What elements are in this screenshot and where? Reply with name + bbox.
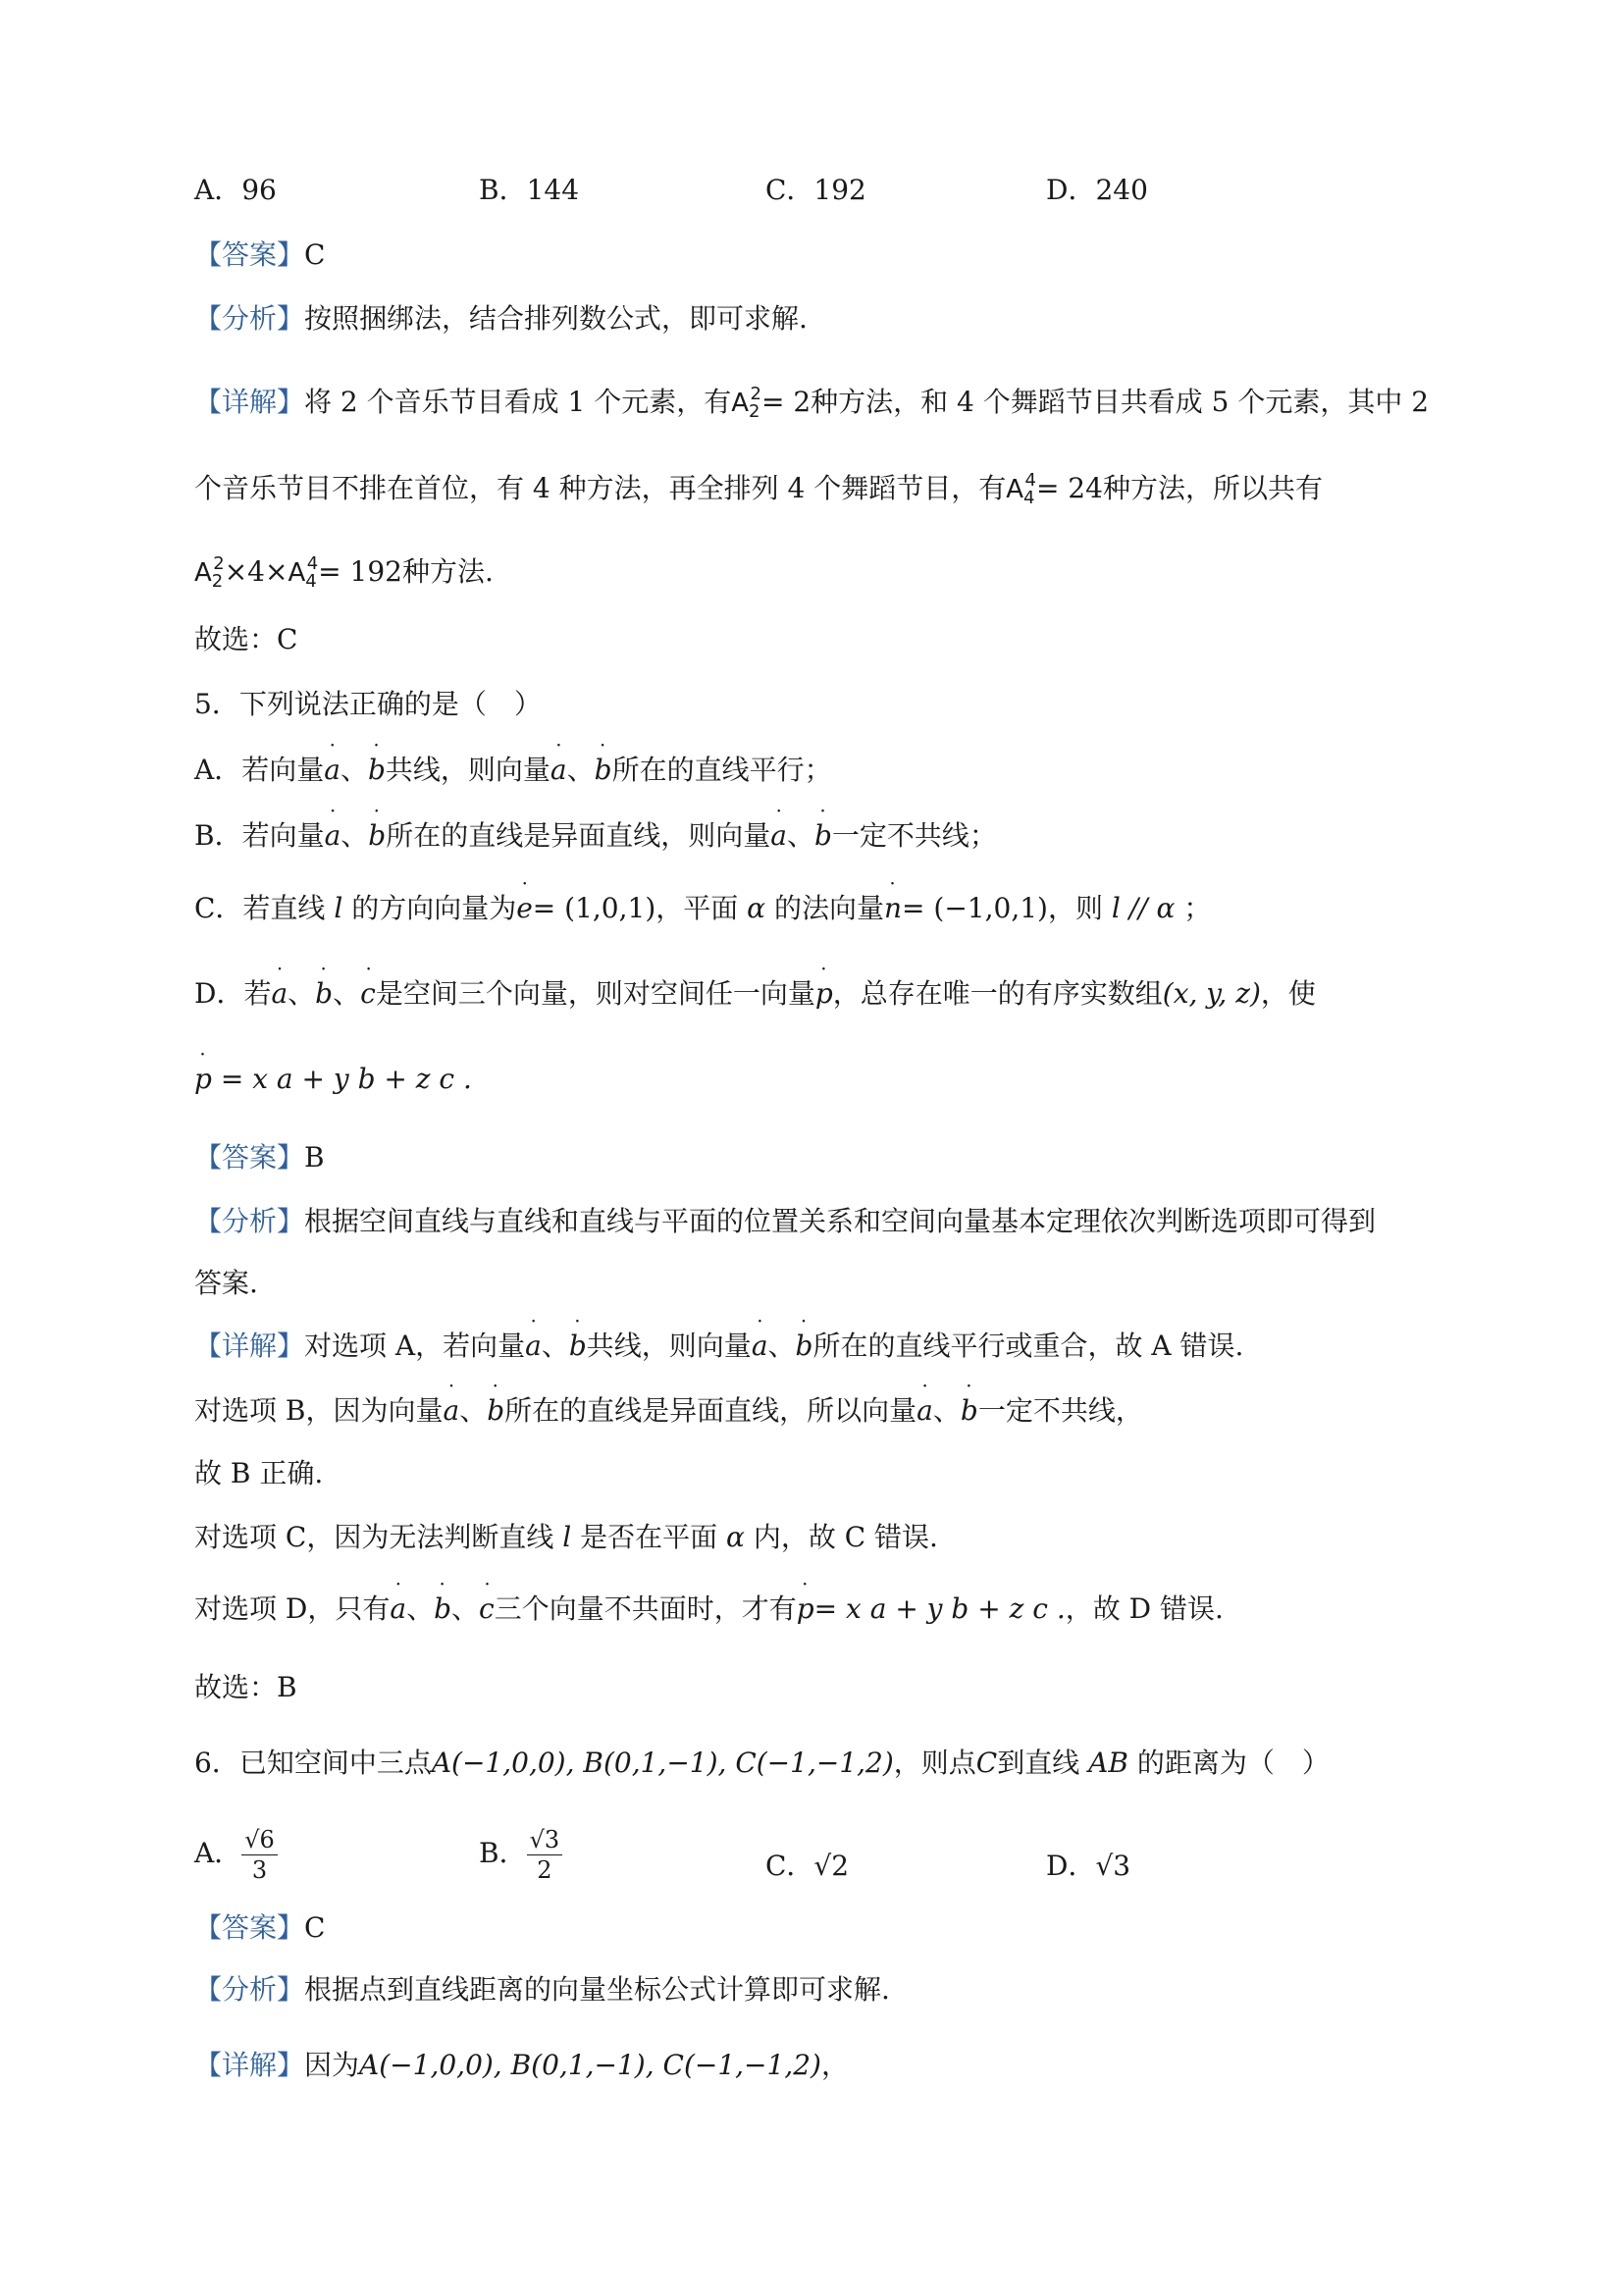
text: B． — [479, 1837, 527, 1869]
text: 的法向量 — [773, 892, 884, 924]
vector-b: ˙ b — [315, 974, 333, 1014]
q4-detail-line-3 — [194, 545, 494, 601]
analysis-label: 【分析】 — [194, 302, 305, 335]
points: A(−1,0,0), B(0,1,−1), C(−1,−1,2) — [359, 2049, 821, 2081]
text: 一定不共线， — [977, 1394, 1143, 1427]
vector-c: ˙ c — [479, 1590, 495, 1629]
text: A．若向量 — [194, 754, 325, 786]
vector-e: ˙ e — [516, 889, 533, 928]
q6-answer — [194, 1908, 325, 1948]
denominator: 2 — [537, 1856, 552, 1884]
formula-value: = 2 — [760, 386, 812, 418]
text: 内，故 C 错误. — [753, 1521, 938, 1553]
detail-text: 将 2 个音乐节目看成 1 个元素，有 — [304, 386, 732, 418]
text: 到直线 — [997, 1747, 1080, 1779]
vector-expression: = x a + y b + z c . — [813, 1592, 1066, 1625]
analysis-label: 【分析】 — [194, 1973, 305, 2006]
q5-detail-b: 对选项 B，因为向量˙ a、˙ b所在的直线是异面直线，所以向量˙ a、˙ b一定不共线， — [194, 1391, 1143, 1431]
points: A(−1,0,0), B(0,1,−1), C(−1,−1,2) — [431, 1747, 894, 1779]
vector-c: ˙ c — [360, 974, 376, 1014]
text: C．若直线 — [194, 892, 326, 924]
q5-analysis-line-1 — [194, 1202, 1376, 1241]
vector-a: ˙ a — [752, 1327, 768, 1366]
analysis-text: 按照捆绑法，结合排列数公式，即可求解. — [304, 302, 808, 335]
detail-label: 【详解】 — [194, 1330, 305, 1362]
line-l: l — [553, 1521, 581, 1553]
point-c: C — [975, 1747, 998, 1779]
vector-a: ˙ a — [324, 751, 340, 790]
vector-a: ˙ a — [525, 1327, 542, 1366]
text: 6．已知空间中三点 — [194, 1747, 432, 1779]
q6-option-d: D．√3 — [1046, 1850, 1131, 1882]
vector-a: ˙ a — [390, 1590, 406, 1629]
vector-b: ˙ b — [487, 1391, 504, 1431]
q6-option-c: C．√2 — [765, 1850, 850, 1882]
formula-value: = 24 — [1035, 472, 1103, 504]
q5-option-d: D．若˙ a、˙ b、˙ c是空间三个向量，则对空间任一向量˙ p，总存在唯一的有序实数组(x, y, z)，使 — [194, 974, 1316, 1014]
text: ，故 D 错误. — [1065, 1592, 1224, 1625]
detail-text: 种方法，和 4 个舞蹈节目共看成 5 个元素，其中 2 — [811, 386, 1430, 418]
line-ab: AB — [1079, 1747, 1137, 1779]
vector-b: ˙ b — [368, 751, 386, 790]
text: ，使 — [1260, 977, 1316, 1010]
text: 三个向量不共面时，才有 — [494, 1592, 797, 1625]
q5-detail-a: 【详解】对选项 A，若向量˙ a、˙ b共线，则向量˙ a、˙ b所在的直线平行或重合，故 A 错误. — [194, 1327, 1243, 1366]
answer-label: 【答案】 — [194, 1141, 305, 1174]
parallel-relation: l // α — [1102, 892, 1184, 924]
answer-label: 【答案】 — [194, 1911, 305, 1944]
text: 对选项 A，若向量 — [304, 1330, 526, 1362]
text: 因为 — [304, 2049, 360, 2081]
fraction — [527, 1825, 563, 1885]
line-l: l — [325, 892, 352, 924]
text: 是空间三个向量，则对空间任一向量 — [375, 977, 815, 1010]
vector-b: ˙ b — [961, 1391, 978, 1431]
answer-value: C — [304, 238, 326, 271]
text: ，则点 — [893, 1747, 976, 1779]
plane-alpha: α — [738, 892, 774, 924]
numerator: √3 — [527, 1825, 563, 1855]
q6-detail — [194, 2046, 849, 2085]
detail-text: 种方法，所以共有 — [1102, 472, 1323, 504]
vector-b: ˙ b — [814, 816, 832, 856]
text: 一定不共线； — [831, 819, 997, 852]
q5-detail-c — [194, 1518, 938, 1557]
fraction — [241, 1825, 278, 1885]
text: ，总存在唯一的有序实数组 — [832, 977, 1163, 1010]
q4-option-a: A．96 — [194, 174, 277, 206]
q4-option-d: D．240 — [1046, 174, 1148, 206]
vector-a: ˙ a — [271, 974, 288, 1014]
q4-option-b: B．144 — [479, 174, 580, 206]
text: A． — [194, 1837, 242, 1869]
q5-stem: 5．下列说法正确的是（ ） — [194, 688, 542, 720]
vector-a: ˙ a — [443, 1391, 459, 1431]
vector-p: ˙ p — [815, 974, 833, 1014]
formula-value: = 192 — [318, 555, 402, 588]
text: 所在的直线是异面直线，所以向量 — [504, 1394, 917, 1427]
q5-analysis-line-2: 答案. — [194, 1267, 258, 1299]
perm-a44: $A_4^4$ — [288, 553, 319, 592]
q4-detail-line-2 — [194, 461, 1323, 518]
text: D．若 — [194, 977, 272, 1010]
text: 所在的直线平行或重合，故 A 错误. — [812, 1330, 1244, 1362]
q6-stem — [194, 1744, 1330, 1783]
vector-n: ˙ n — [884, 889, 902, 928]
q5-detail-b-conclusion: 故 B 正确. — [194, 1457, 324, 1489]
vector-b: ˙ b — [796, 1327, 813, 1366]
q4-conclusion: 故选：C — [194, 623, 298, 655]
q5-answer — [194, 1138, 325, 1177]
text: 所在的直线平行； — [611, 754, 832, 786]
perm-a22: $A_2^2$ — [194, 553, 225, 592]
q4-option-c: C．192 — [765, 174, 866, 206]
analysis-text: 根据空间直线与直线和直线与平面的位置关系和空间向量基本定理依次判断选项即可得到 — [304, 1205, 1377, 1237]
text: B．若向量 — [194, 819, 325, 852]
vector-expression: = x a + y b + z c . — [220, 1063, 472, 1095]
text: 共线，则向量 — [586, 1330, 752, 1362]
vector-p: ˙ p — [797, 1590, 814, 1629]
q5-option-b: B．若向量˙ a、˙ b所在的直线是异面直线，则向量˙ a、˙ b一定不共线； — [194, 816, 997, 856]
detail-text: 个音乐节目不排在首位，有 4 种方法，再全排列 4 个舞蹈节目，有 — [194, 472, 1007, 504]
numerator: √6 — [241, 1825, 278, 1855]
q6-analysis — [194, 1970, 890, 2009]
answer-value: C — [304, 1911, 326, 1944]
text: 共线，则向量 — [385, 754, 550, 786]
q6-option-a — [194, 1825, 278, 1885]
analysis-label: 【分析】 — [194, 1205, 305, 1237]
text: ， — [820, 2049, 849, 2081]
q5-option-a: A．若向量˙ a、˙ b共线，则向量˙ a、˙ b所在的直线平行； — [194, 751, 832, 790]
text: 所在的直线是异面直线，则向量 — [386, 819, 771, 852]
denominator: 3 — [251, 1856, 268, 1884]
q5-option-c — [194, 889, 1211, 928]
detail-label: 【详解】 — [194, 386, 305, 418]
text: ； — [1183, 892, 1212, 924]
vector-b: ˙ b — [595, 751, 612, 790]
analysis-text: 根据点到直线距离的向量坐标公式计算即可求解. — [304, 1973, 890, 2006]
text: 的距离为（ ） — [1136, 1747, 1330, 1779]
vector-b: ˙ b — [569, 1327, 587, 1366]
text: 对选项 D，只有 — [194, 1592, 391, 1625]
vector-a: ˙ a — [550, 751, 567, 790]
text: = (1,0,1)，平面 — [532, 892, 739, 924]
vector-a: ˙ a — [325, 816, 341, 856]
text: 对选项 B，因为向量 — [194, 1394, 444, 1427]
answer-value: B — [304, 1141, 325, 1174]
vector-p: ˙ p — [194, 1060, 212, 1099]
text: 是否在平面 — [580, 1521, 718, 1553]
q4-answer — [194, 235, 325, 275]
text: 的方向向量为 — [351, 892, 517, 924]
answer-label: 【答案】 — [194, 238, 305, 271]
vector-a: ˙ a — [770, 816, 787, 856]
vector-b: ˙ b — [434, 1590, 451, 1629]
q5-conclusion: 故选：B — [194, 1671, 297, 1703]
detail-text: 种方法. — [401, 555, 494, 588]
triple-xyz: (x, y, z) — [1162, 977, 1261, 1010]
formula-text: ×4× — [224, 555, 288, 588]
text: = (−1,0,1)，则 — [902, 892, 1103, 924]
perm-a44: $A_4^4$ — [1006, 470, 1036, 508]
vector-b: ˙ b — [368, 816, 386, 856]
q6-option-b — [479, 1825, 562, 1885]
vector-a: ˙ a — [916, 1391, 933, 1431]
text: 对选项 C，因为无法判断直线 — [194, 1521, 554, 1553]
q5-detail-d: 对选项 D，只有˙ a、˙ b、˙ c三个向量不共面时，才有˙ p= x a + y b + z c .，故 D 错误. — [194, 1590, 1224, 1629]
q4-analysis — [194, 299, 808, 339]
detail-label: 【详解】 — [194, 2049, 305, 2081]
q4-detail-line-1 — [194, 375, 1429, 432]
q5-option-d-expression — [194, 1060, 472, 1099]
plane-alpha: α — [717, 1521, 754, 1553]
perm-a22: $A_2^2$ — [731, 384, 761, 422]
